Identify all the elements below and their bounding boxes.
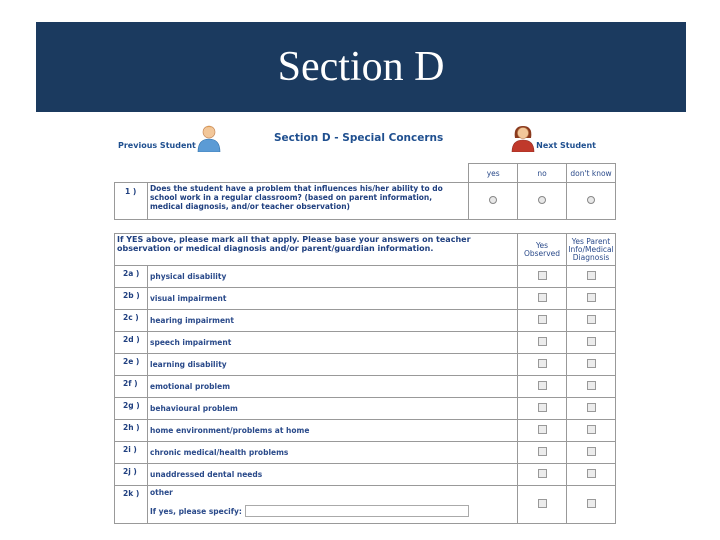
specify-label: If yes, please specify:	[150, 506, 242, 516]
table-row: 2f ) emotional problem	[115, 376, 616, 398]
col-yes-parent-info: Yes Parent Info/Medical Diagnosis	[567, 234, 616, 266]
item-label: chronic medical/health problems	[148, 442, 518, 464]
question-1-number: 1 )	[115, 183, 148, 220]
observed-checkbox[interactable]	[538, 499, 547, 508]
slide-title: Section D	[277, 44, 445, 90]
parent-info-checkbox[interactable]	[587, 381, 596, 390]
observed-checkbox[interactable]	[538, 337, 547, 346]
observed-checkbox[interactable]	[538, 425, 547, 434]
specify-input[interactable]	[245, 505, 469, 517]
observed-checkbox[interactable]	[538, 469, 547, 478]
parent-info-checkbox[interactable]	[587, 499, 596, 508]
question-1-text: Does the student have a problem that influences his/her ability to do school work in a regular classroom? (based on parent information, medical diagnosis, and/or teacher observation)	[147, 183, 468, 220]
item-label: physical disability	[148, 266, 518, 288]
male-student-icon	[196, 124, 222, 152]
item-label: visual impairment	[148, 288, 518, 310]
parent-info-checkbox[interactable]	[587, 425, 596, 434]
table-row: 2b ) visual impairment	[115, 288, 616, 310]
table-row: 2h ) home environment/problems at home	[115, 420, 616, 442]
item-label: emotional problem	[148, 376, 518, 398]
title-banner	[36, 22, 686, 112]
col-yes: yes	[469, 164, 518, 183]
parent-info-checkbox[interactable]	[587, 315, 596, 324]
parent-info-checkbox[interactable]	[587, 271, 596, 280]
table-row-other: 2k ) other If yes, please specify:	[115, 486, 616, 524]
parent-info-checkbox[interactable]	[587, 469, 596, 478]
previous-student-label: Previous Student	[118, 141, 196, 150]
table-row: 2d ) speech impairment	[115, 332, 616, 354]
question-2-table	[114, 233, 616, 524]
item-label: hearing impairment	[148, 310, 518, 332]
section-heading: Section D - Special Concerns	[274, 132, 444, 144]
table-row: 2a ) physical disability	[115, 266, 616, 288]
student-nav	[114, 122, 616, 152]
other-label: other	[150, 488, 173, 497]
col-dont-know: don't know	[567, 164, 616, 183]
observed-checkbox[interactable]	[538, 293, 547, 302]
item-label: home environment/problems at home	[148, 420, 518, 442]
q1-yes-radio[interactable]	[489, 196, 497, 204]
next-student-button[interactable]	[510, 122, 596, 152]
question-2-instructions: If YES above, please mark all that apply. Please base your answers on teacher observation or medical diagnosis and/or parent/guardian information.	[115, 234, 518, 266]
item-label: speech impairment	[148, 332, 518, 354]
question-1-table	[114, 163, 616, 220]
item-label: learning disability	[148, 354, 518, 376]
observed-checkbox[interactable]	[538, 271, 547, 280]
q1-dont-know-radio[interactable]	[587, 196, 595, 204]
observed-checkbox[interactable]	[538, 315, 547, 324]
parent-info-checkbox[interactable]	[587, 447, 596, 456]
observed-checkbox[interactable]	[538, 447, 547, 456]
table-row: 2j ) unaddressed dental needs	[115, 464, 616, 486]
col-yes-observed: Yes Observed	[518, 234, 567, 266]
observed-checkbox[interactable]	[538, 381, 547, 390]
next-student-label: Next Student	[536, 141, 596, 150]
parent-info-checkbox[interactable]	[587, 337, 596, 346]
col-no: no	[518, 164, 567, 183]
table-row: 2e ) learning disability	[115, 354, 616, 376]
parent-info-checkbox[interactable]	[587, 403, 596, 412]
parent-info-checkbox[interactable]	[587, 293, 596, 302]
previous-student-button[interactable]	[118, 122, 222, 152]
parent-info-checkbox[interactable]	[587, 359, 596, 368]
female-student-icon	[510, 124, 536, 152]
observed-checkbox[interactable]	[538, 403, 547, 412]
q1-no-radio[interactable]	[538, 196, 546, 204]
table-row: 2i ) chronic medical/health problems	[115, 442, 616, 464]
table-row: 2c ) hearing impairment	[115, 310, 616, 332]
item-label: behavioural problem	[148, 398, 518, 420]
observed-checkbox[interactable]	[538, 359, 547, 368]
table-row: 2g ) behavioural problem	[115, 398, 616, 420]
item-label: unaddressed dental needs	[148, 464, 518, 486]
